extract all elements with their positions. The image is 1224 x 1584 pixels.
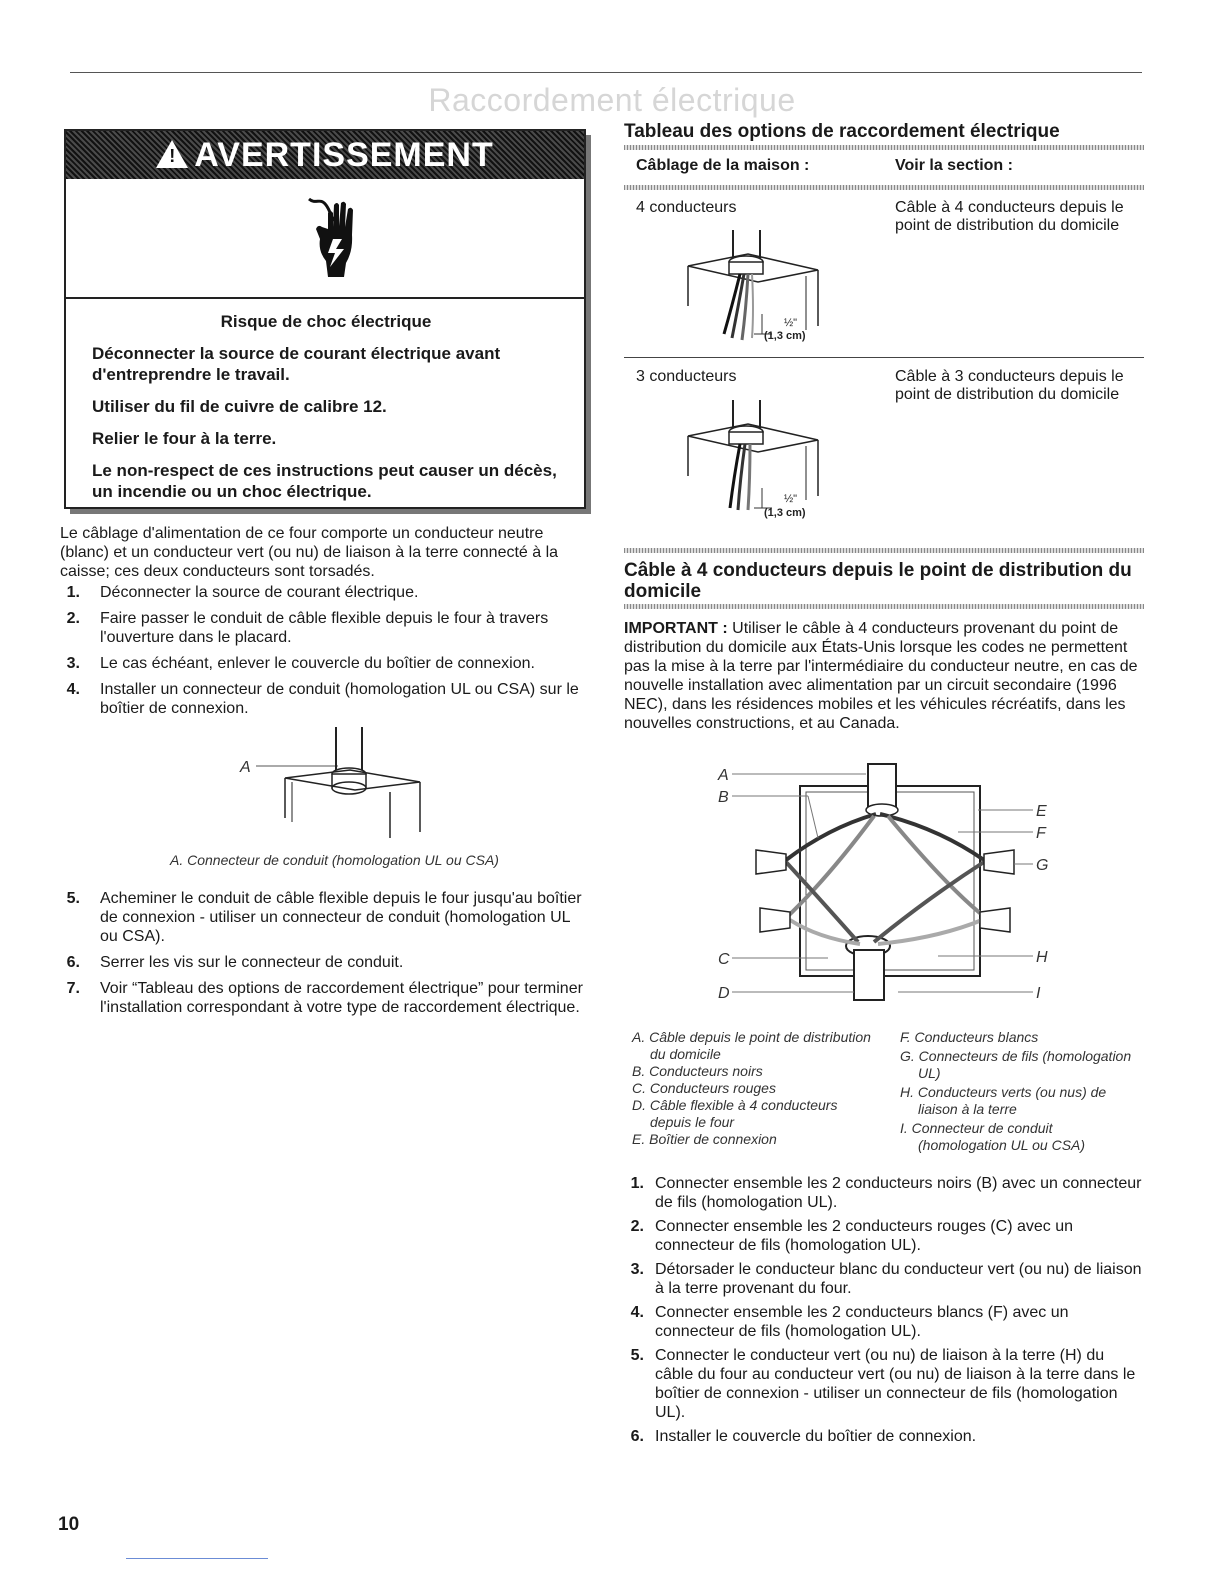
legend-item: G. Connecteurs de fils (homologation UL) [900,1048,1132,1081]
step-number: 1. [630,1175,644,1192]
list-item [60,680,590,718]
important-label: IMPORTANT : [624,620,728,637]
table-header-section: Voir la section : [895,157,1013,174]
step-number: 3. [630,1261,644,1278]
step-text: Installer un connecteur de conduit (homologation UL ou CSA) sur le boîtier de connexion. [100,681,579,717]
list-item [624,1346,1142,1422]
figure-a-label: A [240,759,251,776]
warning-line: Déconnecter la source de courant électrique avant d'entreprendre le travail. [92,344,501,384]
warning-line: Relier le four à la terre. [92,429,277,448]
diagram-label-c: C [718,951,730,968]
dimension-cm: (1,3 cm) [764,330,806,342]
steps-list-a [60,583,590,725]
list-item [60,654,590,673]
figure-a-caption: A. Connecteur de conduit (homologation UL ou CSA) [170,852,499,868]
step-number: 5. [66,890,80,907]
footer-line [126,1558,268,1559]
conduit-connector-diagram [230,722,440,842]
step-number: 1. [66,584,80,601]
warning-box [64,129,586,509]
table-title-rule [624,145,1144,150]
electric-shock-hand-icon [306,191,366,281]
step-text: Voir “Tableau des options de raccordement électrique” pour terminer l'installation correspondant à votre type de raccordement électrique. [100,980,583,1016]
dimension-cm: (1,3 cm) [764,507,806,519]
section-top-rule [624,548,1144,553]
step-number: 5. [630,1347,644,1364]
table-cell-wiring: 4 conducteurs [636,199,737,216]
step-number: 7. [66,980,80,997]
section-heading: Câble à 4 conducteurs depuis le point de distribution du domicile [624,560,1132,602]
legend-item: C. Conducteurs rouges [632,1080,776,1096]
table-cell-wiring: 3 conducteurs [636,368,737,385]
list-item [624,1174,1142,1212]
step-text: Connecter ensemble les 2 conducteurs rouges (C) avec un connecteur de fils (homologation UL). [655,1218,1073,1254]
step-number: 2. [630,1218,644,1235]
table-cell-section: Câble à 3 conducteurs depuis le point de distribution du domicile [895,368,1124,403]
legend-item: D. Câble flexible à 4 conducteurs depuis le four [632,1097,838,1130]
step-text: Connecter ensemble les 2 conducteurs noirs (B) avec un connecteur de fils (homologation UL). [655,1175,1142,1211]
warning-triangle-icon: ! [156,140,188,168]
step-number: 2. [66,610,80,627]
step-number: 4. [630,1304,644,1321]
dimension-inch: ½" [784,493,798,505]
hazard-title: Risque de choc électrique [220,312,432,331]
step-text: Déconnecter la source de courant électrique. [100,584,419,601]
warning-heading: AVERTISSEMENT [194,136,494,174]
legend-item: F. Conducteurs blancs [900,1029,1039,1045]
legend-left [632,1029,882,1148]
legend-item: B. Conducteurs noirs [632,1063,763,1079]
important-paragraph [624,619,1140,733]
important-text: Utiliser le câble à 4 conducteurs provenant du point de distribution du domicile aux États-Unis lorsque les codes ne permettent pas la mise à la terre par l'intermédiaire du conducteur neutre, en cas de nouvelle installation avec alimentation par un circuit secondaire (1996 NEC), dans les résidences mobiles et les véhicules récréatifs, dans les nouvelles constructions, et au Canada. [624,620,1138,732]
warning-line: Le non-respect de ces instructions peut causer un décès, un incendie ou un choc électrique. [92,461,557,501]
steps-list-b [60,889,590,1024]
step-text: Faire passer le conduit de câble flexible depuis le four à travers l'ouverture dans le placard. [100,610,549,646]
diagram-label-g: G [1036,857,1049,874]
list-item [60,979,590,1017]
legend-item: I. Connecteur de conduit (homologation UL ou CSA) [900,1120,1086,1153]
legend-item: A. Câble depuis le point de distribution du domicile [632,1029,871,1062]
diagram-label-b: B [718,789,729,806]
top-rule [70,72,1142,73]
step-number: 4. [66,681,80,698]
diagram-label-i: I [1036,985,1041,1002]
legend-right [900,1029,1140,1154]
diagram-label-e: E [1036,803,1047,820]
table-row-rule [624,357,1144,358]
step-text: Détorsader le conducteur blanc du conducteur vert (ou nu) de liaison à la terre provenant du four. [655,1261,1142,1297]
diagram-label-d: D [718,985,730,1002]
step-text: Acheminer le conduit de câble flexible depuis le four jusqu'au boîtier de connexion - utiliser un connecteur de conduit (homologation UL ou CSA). [100,890,582,945]
step-number: 3. [66,655,80,672]
step-text: Le cas échéant, enlever le couvercle du boîtier de connexion. [100,655,535,672]
list-item [60,609,590,647]
step-text: Connecter ensemble les 2 conducteurs blancs (F) avec un connecteur de fils (homologation UL). [655,1304,1069,1340]
page-number: 10 [58,1514,80,1535]
step-text: Serrer les vis sur le connecteur de conduit. [100,954,404,971]
warning-shadow [586,135,591,513]
list-item [624,1303,1142,1341]
legend-item: H. Conducteurs verts (ou nus) de liaison à la terre [900,1084,1107,1117]
page-title: Raccordement électrique [428,82,796,118]
four-wire-connection-diagram [708,758,1058,1008]
diagram-label-h: H [1036,949,1048,966]
warning-header [66,131,584,179]
step-text: Connecter le conducteur vert (ou nu) de liaison à la terre (H) du câble du four au conducteur vert (ou nu) de liaison à la terre dans le boîtier de connexion - utiliser un connecteur de fils (homologation UL). [655,1347,1136,1421]
intro-paragraph: Le câblage d'alimentation de ce four comporte un conducteur neutre (blanc) et un conducteur vert (ou nu) de liaison à la terre connecté à la caisse; ces deux conducteurs sont torsadés. [60,525,559,580]
table-header-rule [624,185,1144,190]
warning-line: Utiliser du fil de cuivre de calibre 12. [92,397,387,416]
diagram-label-a: A [718,767,729,784]
step-text: Installer le couvercle du boîtier de connexion. [655,1428,977,1445]
warning-body [66,299,584,502]
list-item [60,889,590,946]
three-wire-diagram [680,396,830,524]
list-item [624,1260,1142,1298]
legend-item: E. Boîtier de connexion [632,1131,777,1147]
list-item [624,1217,1142,1255]
table-title: Tableau des options de raccordement électrique [624,121,1060,142]
steps-list-c [624,1174,1142,1451]
step-number: 6. [66,954,80,971]
warning-shadow [70,509,591,514]
four-wire-diagram [680,226,830,350]
step-number: 6. [630,1428,644,1445]
list-item [624,1427,1142,1446]
dimension-inch: ½" [784,317,798,329]
warning-icon-area [66,179,584,299]
list-item [60,583,590,602]
table-cell-section: Câble à 4 conducteurs depuis le point de distribution du domicile [895,199,1124,234]
section-bottom-rule [624,604,1144,609]
table-header-wiring: Câblage de la maison : [636,157,810,174]
list-item [60,953,590,972]
diagram-label-f: F [1036,825,1046,842]
